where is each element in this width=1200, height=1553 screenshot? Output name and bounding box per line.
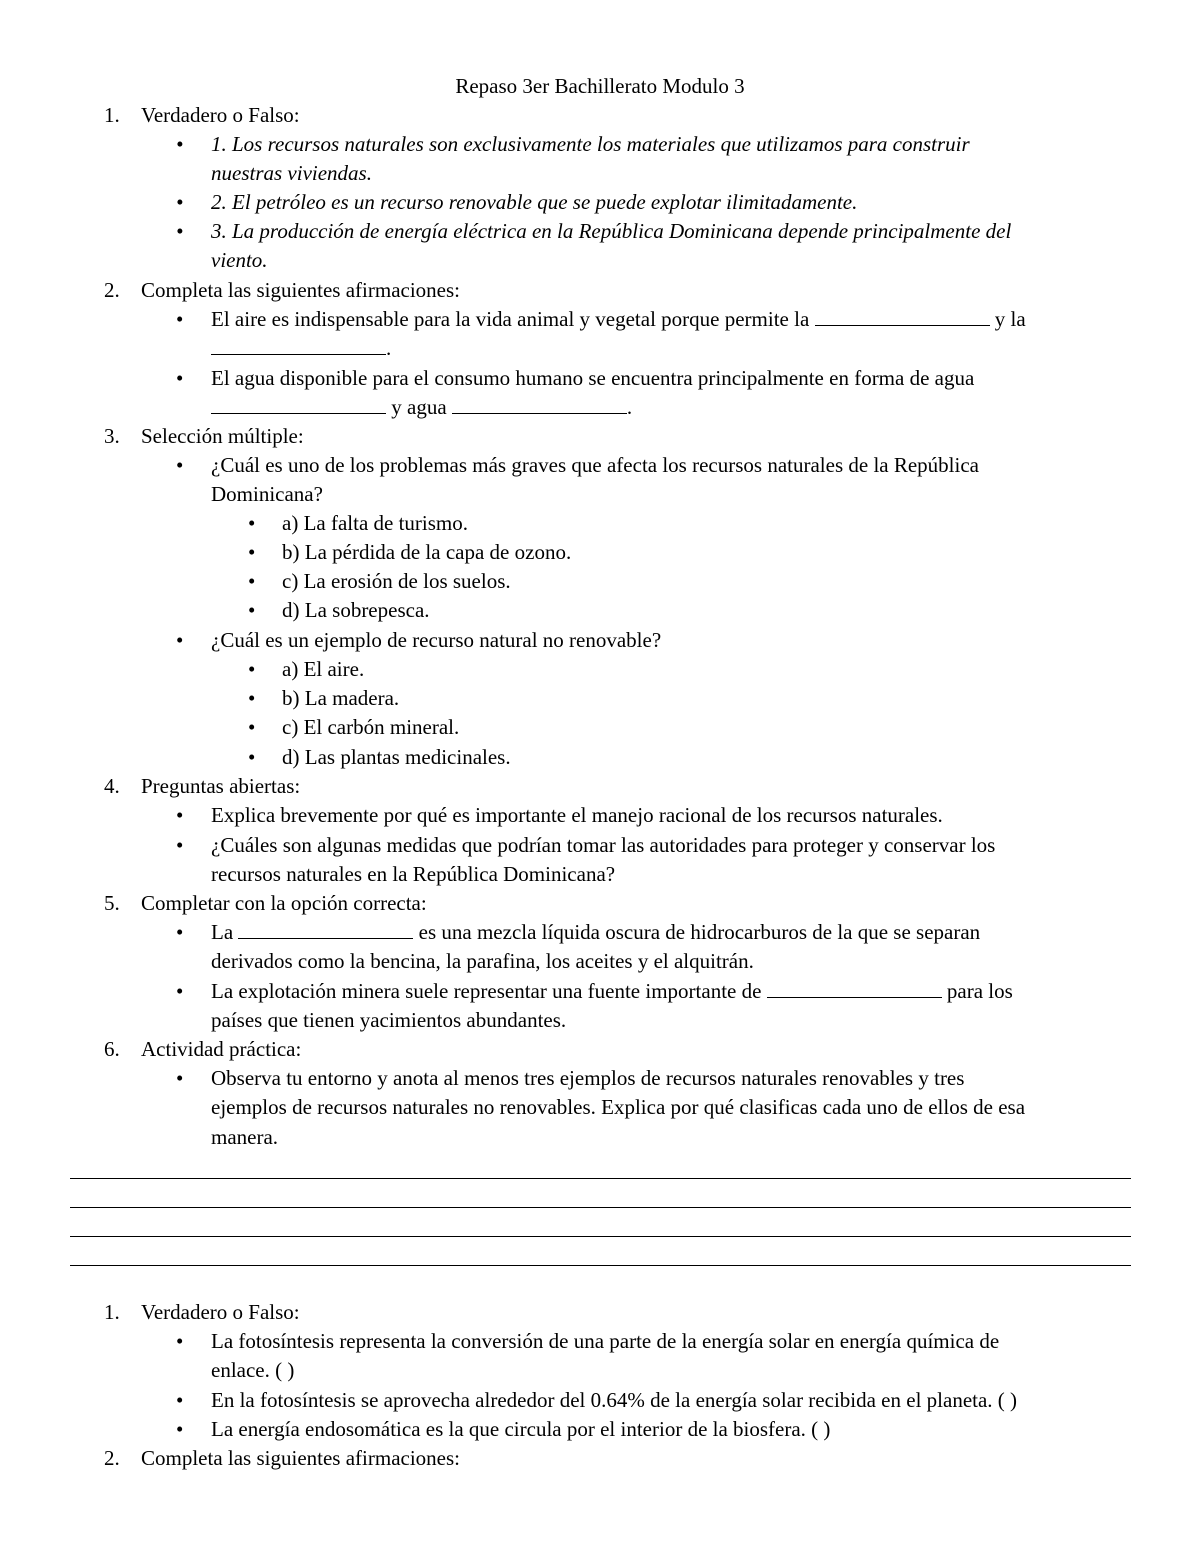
part2-section-1-heading: 1. Verdadero o Falso:: [104, 1300, 300, 1324]
section-6-heading: 6. Actividad práctica:: [104, 1037, 302, 1061]
bullet-icon: •: [176, 1329, 184, 1353]
question-2: • ¿Cuál es un ejemplo de recurso natural no renovable?: [176, 626, 1126, 655]
bullet-icon: •: [248, 657, 256, 681]
answer-option[interactable]: • b) La madera.: [248, 684, 399, 713]
fill-blank[interactable]: [211, 336, 386, 355]
list-item: • 2. El petróleo es un recurso renovable que se puede explotar ilimitadamente.: [176, 188, 1126, 217]
answer-option[interactable]: • b) La pérdida de la capa de ozono.: [248, 538, 571, 567]
fill-blank[interactable]: [238, 920, 413, 939]
answer-line[interactable]: [70, 1236, 1131, 1237]
bullet-icon: •: [176, 920, 184, 944]
answer-option[interactable]: • a) La falta de turismo.: [248, 509, 468, 538]
list-item: • La energía endosomática es la que circula por el interior de la biosfera. ( ): [176, 1415, 1126, 1444]
list-item: • El aire es indispensable para la vida animal y vegetal porque permite la y la .: [176, 307, 1026, 361]
list-item: • El agua disponible para el consumo humano se encuentra principalmente en forma de agua y agua .: [176, 366, 975, 420]
answer-option[interactable]: • d) La sobrepesca.: [248, 596, 430, 625]
section-number: 1.: [104, 103, 120, 127]
bullet-icon: •: [248, 686, 256, 710]
bullet-icon: •: [248, 569, 256, 593]
bullet-icon: •: [176, 190, 184, 214]
answer-option[interactable]: • d) Las plantas medicinales.: [248, 743, 511, 772]
bullet-icon: •: [248, 540, 256, 564]
list-item: • 1. Los recursos naturales son exclusivamente los materiales que utilizamos para construir nuestras viviendas.: [176, 132, 970, 186]
list-item: • En la fotosíntesis se aprovecha alrededor del 0.64% de la energía solar recibida en el planeta. ( ): [176, 1386, 1126, 1415]
list-item: • La es una mezcla líquida oscura de hidrocarburos de la que se separan derivados como la bencina, la parafina, los aceites y el alquitrán.: [176, 920, 981, 974]
answer-option[interactable]: • a) El aire.: [248, 655, 364, 684]
section-5-heading: 5. Completar con la opción correcta:: [104, 891, 427, 915]
bullet-icon: •: [176, 307, 184, 331]
document-title: Repaso 3er Bachillerato Modulo 3: [455, 74, 745, 98]
fill-blank[interactable]: [767, 979, 942, 998]
list-item: • 3. La producción de energía eléctrica en la República Dominicana depende principalmente del viento.: [176, 219, 1012, 273]
section-1-heading: [104, 101, 300, 130]
bullet-icon: •: [176, 219, 184, 243]
answer-option[interactable]: • c) El carbón mineral.: [248, 713, 459, 742]
bullet-icon: •: [248, 598, 256, 622]
bullet-icon: •: [248, 715, 256, 739]
bullet-icon: •: [176, 979, 184, 1003]
bullet-icon: •: [176, 366, 184, 390]
list-item: • ¿Cuáles son algunas medidas que podrían tomar las autoridades para proteger y conservar los recursos naturales en la República Dominicana?: [176, 833, 996, 887]
bullet-icon: •: [176, 803, 184, 827]
fill-blank[interactable]: [815, 307, 990, 326]
section-title: Verdadero o Falso:: [141, 103, 300, 127]
fill-blank[interactable]: [211, 395, 386, 414]
bullet-icon: •: [176, 453, 184, 477]
bullet-icon: •: [176, 628, 184, 652]
list-item: • Explica brevemente por qué es importante el manejo racional de los recursos naturales.: [176, 801, 1126, 830]
list-item: • La fotosíntesis representa la conversión de una parte de la energía solar en energía química de enlace. ( ): [176, 1329, 1000, 1383]
fill-blank[interactable]: [452, 395, 627, 414]
section-2-heading: 2. Completa las siguientes afirmaciones:: [104, 278, 460, 302]
answer-line[interactable]: [70, 1178, 1131, 1179]
answer-line[interactable]: [70, 1207, 1131, 1208]
section-3-heading: 3. Selección múltiple:: [104, 424, 304, 448]
bullet-icon: •: [176, 1417, 184, 1441]
bullet-icon: •: [248, 511, 256, 535]
list-item: • Observa tu entorno y anota al menos tres ejemplos de recursos naturales renovables y tres ejemplos de recursos naturales no renovables. Explica por qué clasificas cada uno de ellos de esa manera.: [176, 1066, 1026, 1149]
section-4-heading: 4. Preguntas abiertas:: [104, 774, 301, 798]
list-item: • La explotación minera suele representar una fuente importante de para los países que tienen yacimientos abundantes.: [176, 979, 1013, 1033]
part2-section-2-heading: 2. Completa las siguientes afirmaciones:: [104, 1446, 460, 1470]
bullet-icon: •: [176, 833, 184, 857]
question-1: • ¿Cuál es uno de los problemas más graves que afecta los recursos naturales de la República Dominicana?: [176, 453, 979, 507]
answer-option[interactable]: • c) La erosión de los suelos.: [248, 567, 511, 596]
bullet-icon: •: [248, 745, 256, 769]
bullet-icon: •: [176, 1066, 184, 1090]
bullet-icon: •: [176, 132, 184, 156]
answer-line[interactable]: [70, 1265, 1131, 1266]
bullet-icon: •: [176, 1388, 184, 1412]
